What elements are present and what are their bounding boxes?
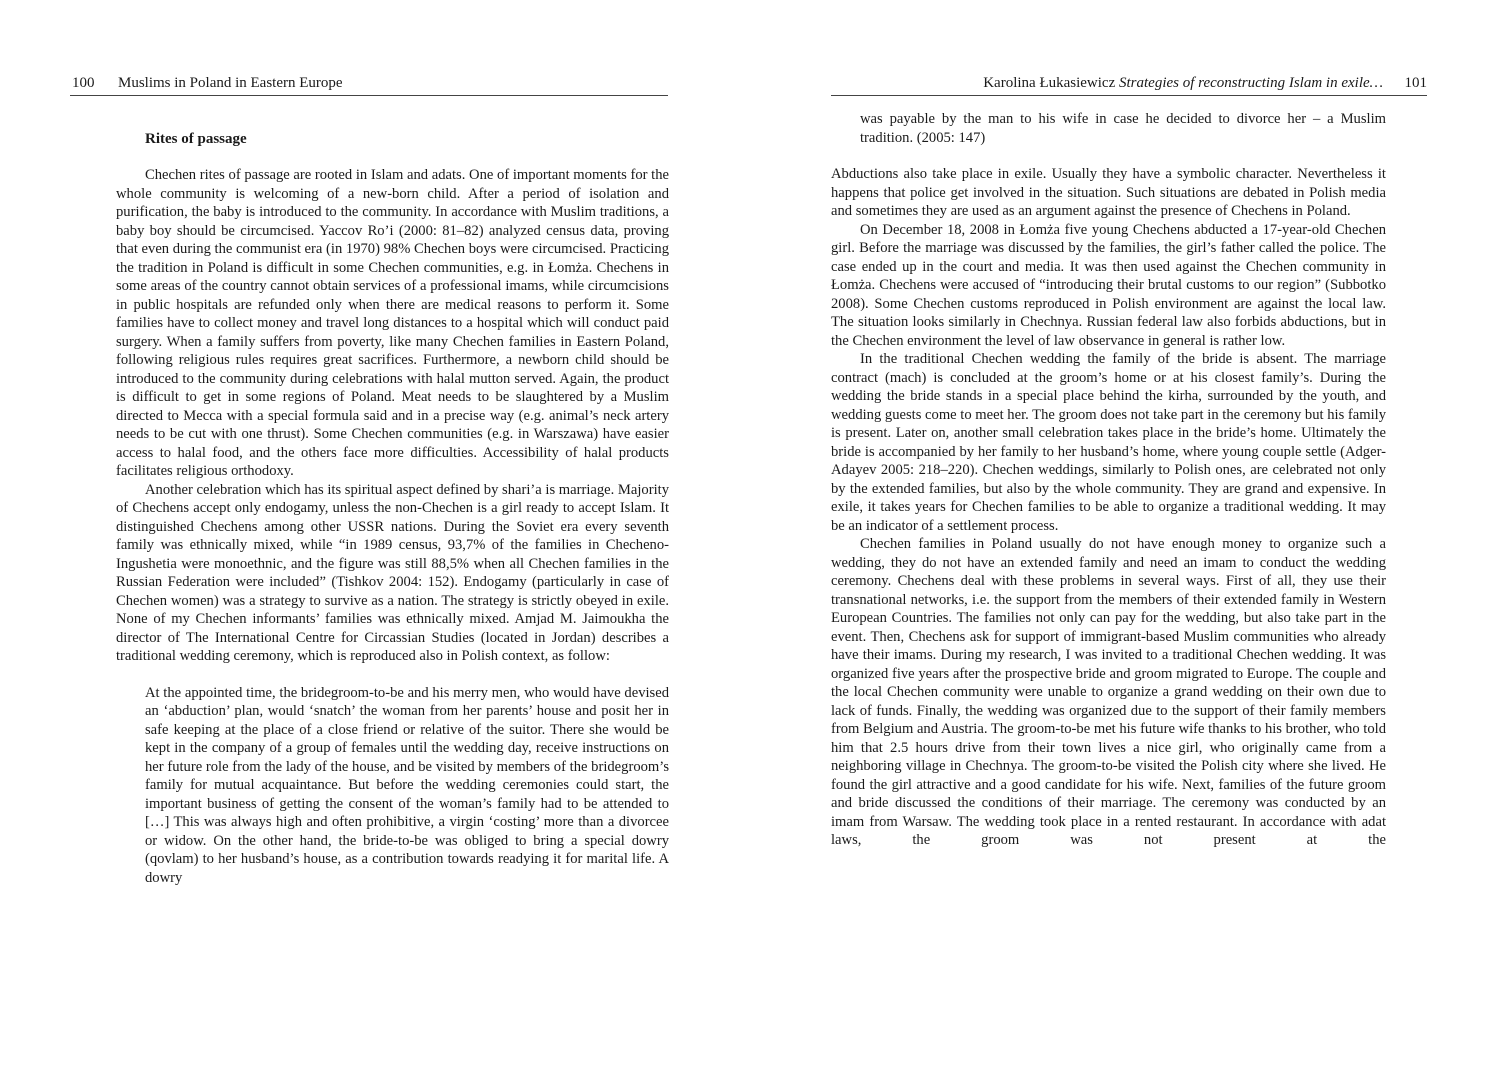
- left-running-head: [70, 71, 668, 96]
- left-body: [116, 129, 669, 887]
- right-page-number: 101: [1404, 75, 1427, 91]
- left-block-quote: At the appointed time, the bridegroom-to-be and his merry men, who would have devised an ‘abduction’ plan, would ‘snatch’ the woman from her parents’ house and posit her in safe keeping at the place of a close friend or relative of the suitor. There she would be kept in the company of a group of females until the wedding day, receive instructions on her future role from the lady of the house, and be visited by members of the bridegroom’s family for mutual acquaintance. But before the wedding ceremonies could start, the important business of getting the consent of the woman’s family had to be attended to […] This was always high and often prohibitive, a virgin ‘costing’ more than a divorcee or widow. On the other hand, the bride-to-be was obliged to bring a special dowry (qovlam) to her husband’s house, as a contribution towards readying it for marital life. A dowry: [145, 684, 669, 886]
- left-running-title: Muslims in Poland in Eastern Europe: [118, 75, 343, 91]
- left-paragraph-1: Chechen rites of passage are rooted in Islam and adats. One of important moments for the whole community is welcoming of a new-born child. After a period of isolation and purification, the baby is introduced to the community. In accordance with Muslim traditions, a baby boy should be circumcised. Yaccov Ro’i (2000: 81–82) analyzed census data, proving that even during the communist era (in 1970) 98% Chechen boys were circumcised. Practicing the tradition in Poland is difficult in some Chechen communities, e.g. in Łomża. Chechens in some areas of the country cannot obtain services of a professional imams, while circumcisions in public hospitals are refunded only when there are medical reasons to perform it. Some families have to collect money and travel long distances to a hospital which will conduct paid surgery. When a family suffers from poverty, like many Chechen families in Eastern Poland, following religious rules requires great sacrifices. Furthermore, a newborn child should be introduced to the community during celebrations with halal mutton served. Again, the product is difficult to get in some regions of Poland. Meat needs to be slaughtered by a Muslim directed to Mecca with a special formula said and in a precise way (e.g. animal’s neck artery needs to be cut with one thrust). Some Chechen communities (e.g. in Warszawa) have easier access to halal food, and the others face more difficulties. Accessibility of halal products facilitates religious orthodoxy.: [116, 167, 669, 479]
- right-running-title: Strategies of reconstructing Islam in exile…: [1119, 75, 1383, 91]
- section-heading: Rites of passage: [145, 131, 247, 147]
- right-paragraph-4: Chechen families in Poland usually do not have enough money to organize such a wedding, they do not have an extended family and need an imam to conduct the wedding ceremony. Chechens deal with these problems in several ways. First of all, they use their transnational networks, i.e. the support from the members of their extended family in Western European Countries. The families not only can pay for the wedding, but also take part in the event. Then, Chechens ask for support of immigrant-based Muslim communities who already have their imams. During my research, I was invited to a traditional Chechen wedding. It was organized five years after the prospective bride and groom migrated to Europe. The couple and the local Chechen community were unable to organize a grand wedding on their own due to lack of funds. Finally, the wedding was organized due to the support of their family members from Belgium and Austria. The groom-to-be met his future wife thanks to his brother, who told him that 2.5 hours drive from their town lives a nice girl, who originally came from a neighboring village in Chechnya. The groom-to-be visited the Polish city where she lived. He found the girl attractive and a good candidate for his wife. Next, families of the future groom and bride discussed the conditions of their marriage. The ceremony was conducted by an imam from Warsaw. The wedding took place in a rented restaurant. In accordance with adat laws, the groom was not present at the: [831, 536, 1386, 848]
- right-running-head: [831, 71, 1427, 96]
- right-paragraph-3: In the traditional Chechen wedding the family of the bride is absent. The marriage contract (mach) is concluded at the groom’s home or at his closest family’s. During the wedding the bride stands in a special place behind the kirha, surrounded by the youth, and wedding guests come to meet her. The groom does not take part in the ceremony but his family is present. Later on, another small celebration takes place in the bride’s home. Ultimately the bride is accompanied by her family to her husband’s home, where young couple settle (Adger-Adayev 2005: 218–220). Chechen weddings, similarly to Polish ones, are celebrated not only by the extended families, but also by the whole community. They are grand and expensive. In exile, it takes years for Chechen families to be able to organize a traditional wedding. It may be an indicator of a settlement process.: [831, 351, 1386, 534]
- left-page-number: 100: [72, 75, 95, 91]
- right-quote-tail: was payable by the man to his wife in case he decided to divorce her – a Muslim tradition. (2005: 147): [860, 111, 1386, 146]
- right-body: [831, 110, 1386, 850]
- right-running-title-group: [983, 73, 1383, 93]
- right-paragraph-2: On December 18, 2008 in Łomża five young Chechens abducted a 17-year-old Chechen girl. Before the marriage was discussed by the families, the girl’s father called the police. The case ended up in the court and media. It was then used against the Chechen community in Łomża. Chechens were accused of “introducing their brutal customs to our region” (Subbotko 2008). Some Chechen customs reproduced in Polish environment are against the local law. The situation looks similarly in Chechnya. Russian federal law also forbids abductions, but in the Chechen environment the level of law observance in general is rather low.: [831, 221, 1386, 349]
- right-page: [750, 0, 1500, 1066]
- right-paragraph-1: Abductions also take place in exile. Usually they have a symbolic character. Nevertheless it happens that police get involved in the situation. Such situations are debated in Polish media and sometimes they are used as an argument against the presence of Chechens in Poland.: [831, 166, 1386, 219]
- left-paragraph-2: Another celebration which has its spiritual aspect defined by shari’a is marriage. Majority of Chechens accept only endogamy, unless the non-Chechen is a girl ready to accept Islam. It distinguished Chechens among other USSR nations. During the Soviet era every seventh family was ethnically mixed, while “in 1989 census, 93,7% of the families in Checheno-Ingushetia were monoethnic, and the figure was still 88,5% when all Chechen families in the Russian Federation were included” (Tishkov 2004: 152). Endogamy (particularly in case of Chechen women) was a strategy to survive as a nation. The strategy is strictly obeyed in exile. None of my Chechen informants’ families was ethnically mixed. Amjad M. Jaimoukha the director of The International Centre for Circassian Studies (located in Jordan) describes a traditional wedding ceremony, which is reproduced also in Polish context, as follow:: [116, 481, 669, 664]
- right-running-author: Karolina Łukasiewicz: [983, 75, 1116, 91]
